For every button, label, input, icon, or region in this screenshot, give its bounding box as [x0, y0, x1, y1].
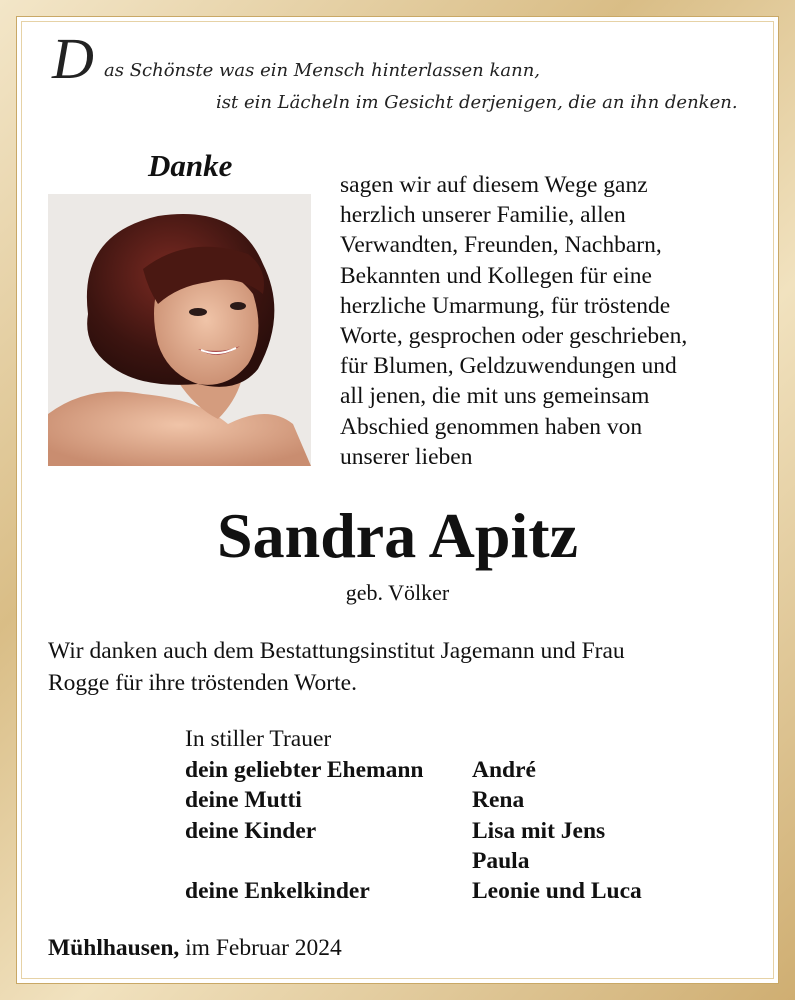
thanks-line: herzlich unserer Familie, allen [340, 202, 626, 229]
thanks-heading: Danke [148, 148, 233, 183]
thanks-line: Verwandten, Freunden, Nachbarn, [340, 232, 662, 259]
quote-line-1: as Schönste was ein Mensch hinterlassen kann, [104, 60, 541, 81]
birth-name: geb. Völker [345, 580, 450, 605]
mourner-name: André [472, 757, 536, 783]
quote-ornamental-initial: D [52, 26, 94, 91]
thanks-line: Abschied genommen haben von [340, 413, 643, 440]
mourners-heading: In stiller Trauer [185, 726, 332, 752]
place: Mühlhausen, [48, 935, 180, 961]
portrait-illustration [48, 194, 311, 466]
mourner-name: Lisa mit Jens [472, 818, 606, 844]
thanks-line: Bekannten und Kollegen für eine [340, 262, 652, 289]
mourner-name: Leonie und Luca [472, 878, 642, 904]
thanks-line: für Blumen, Geldzuwendungen und [340, 353, 677, 380]
place-date [48, 935, 342, 962]
mourner-relation: deine Enkelkinder [185, 878, 370, 904]
date: im Februar 2024 [185, 935, 342, 961]
mourner-name: Rena [472, 787, 525, 813]
mourner-relation: dein geliebter Ehemann [185, 757, 424, 783]
deceased-name: Sandra Apitz [217, 500, 578, 571]
mourner-name: Paula [472, 848, 530, 874]
mourner-relation: deine Mutti [185, 787, 302, 813]
thanks-line: Worte, gesprochen oder geschrieben, [340, 323, 688, 350]
extra-thanks-line: Rogge für ihre tröstenden Worte. [48, 670, 357, 696]
thanks-text [340, 170, 760, 472]
portrait-photo [48, 194, 311, 466]
extra-thanks-line: Wir danken auch dem Bestattungsinstitut Jagemann und Frau [48, 638, 625, 664]
thanks-line: unserer lieben [340, 443, 473, 470]
thanks-line: herzliche Umarmung, für tröstende [340, 292, 671, 319]
thanks-line: sagen wir auf diesem Wege ganz [340, 172, 648, 198]
thanks-line: all jenen, die mit uns gemeinsam [340, 383, 650, 410]
quote-line-2: ist ein Lächeln im Gesicht derjenigen, die an ihn denken. [216, 92, 738, 113]
extra-thanks [48, 635, 768, 699]
mourner-relation: deine Kinder [185, 818, 317, 844]
